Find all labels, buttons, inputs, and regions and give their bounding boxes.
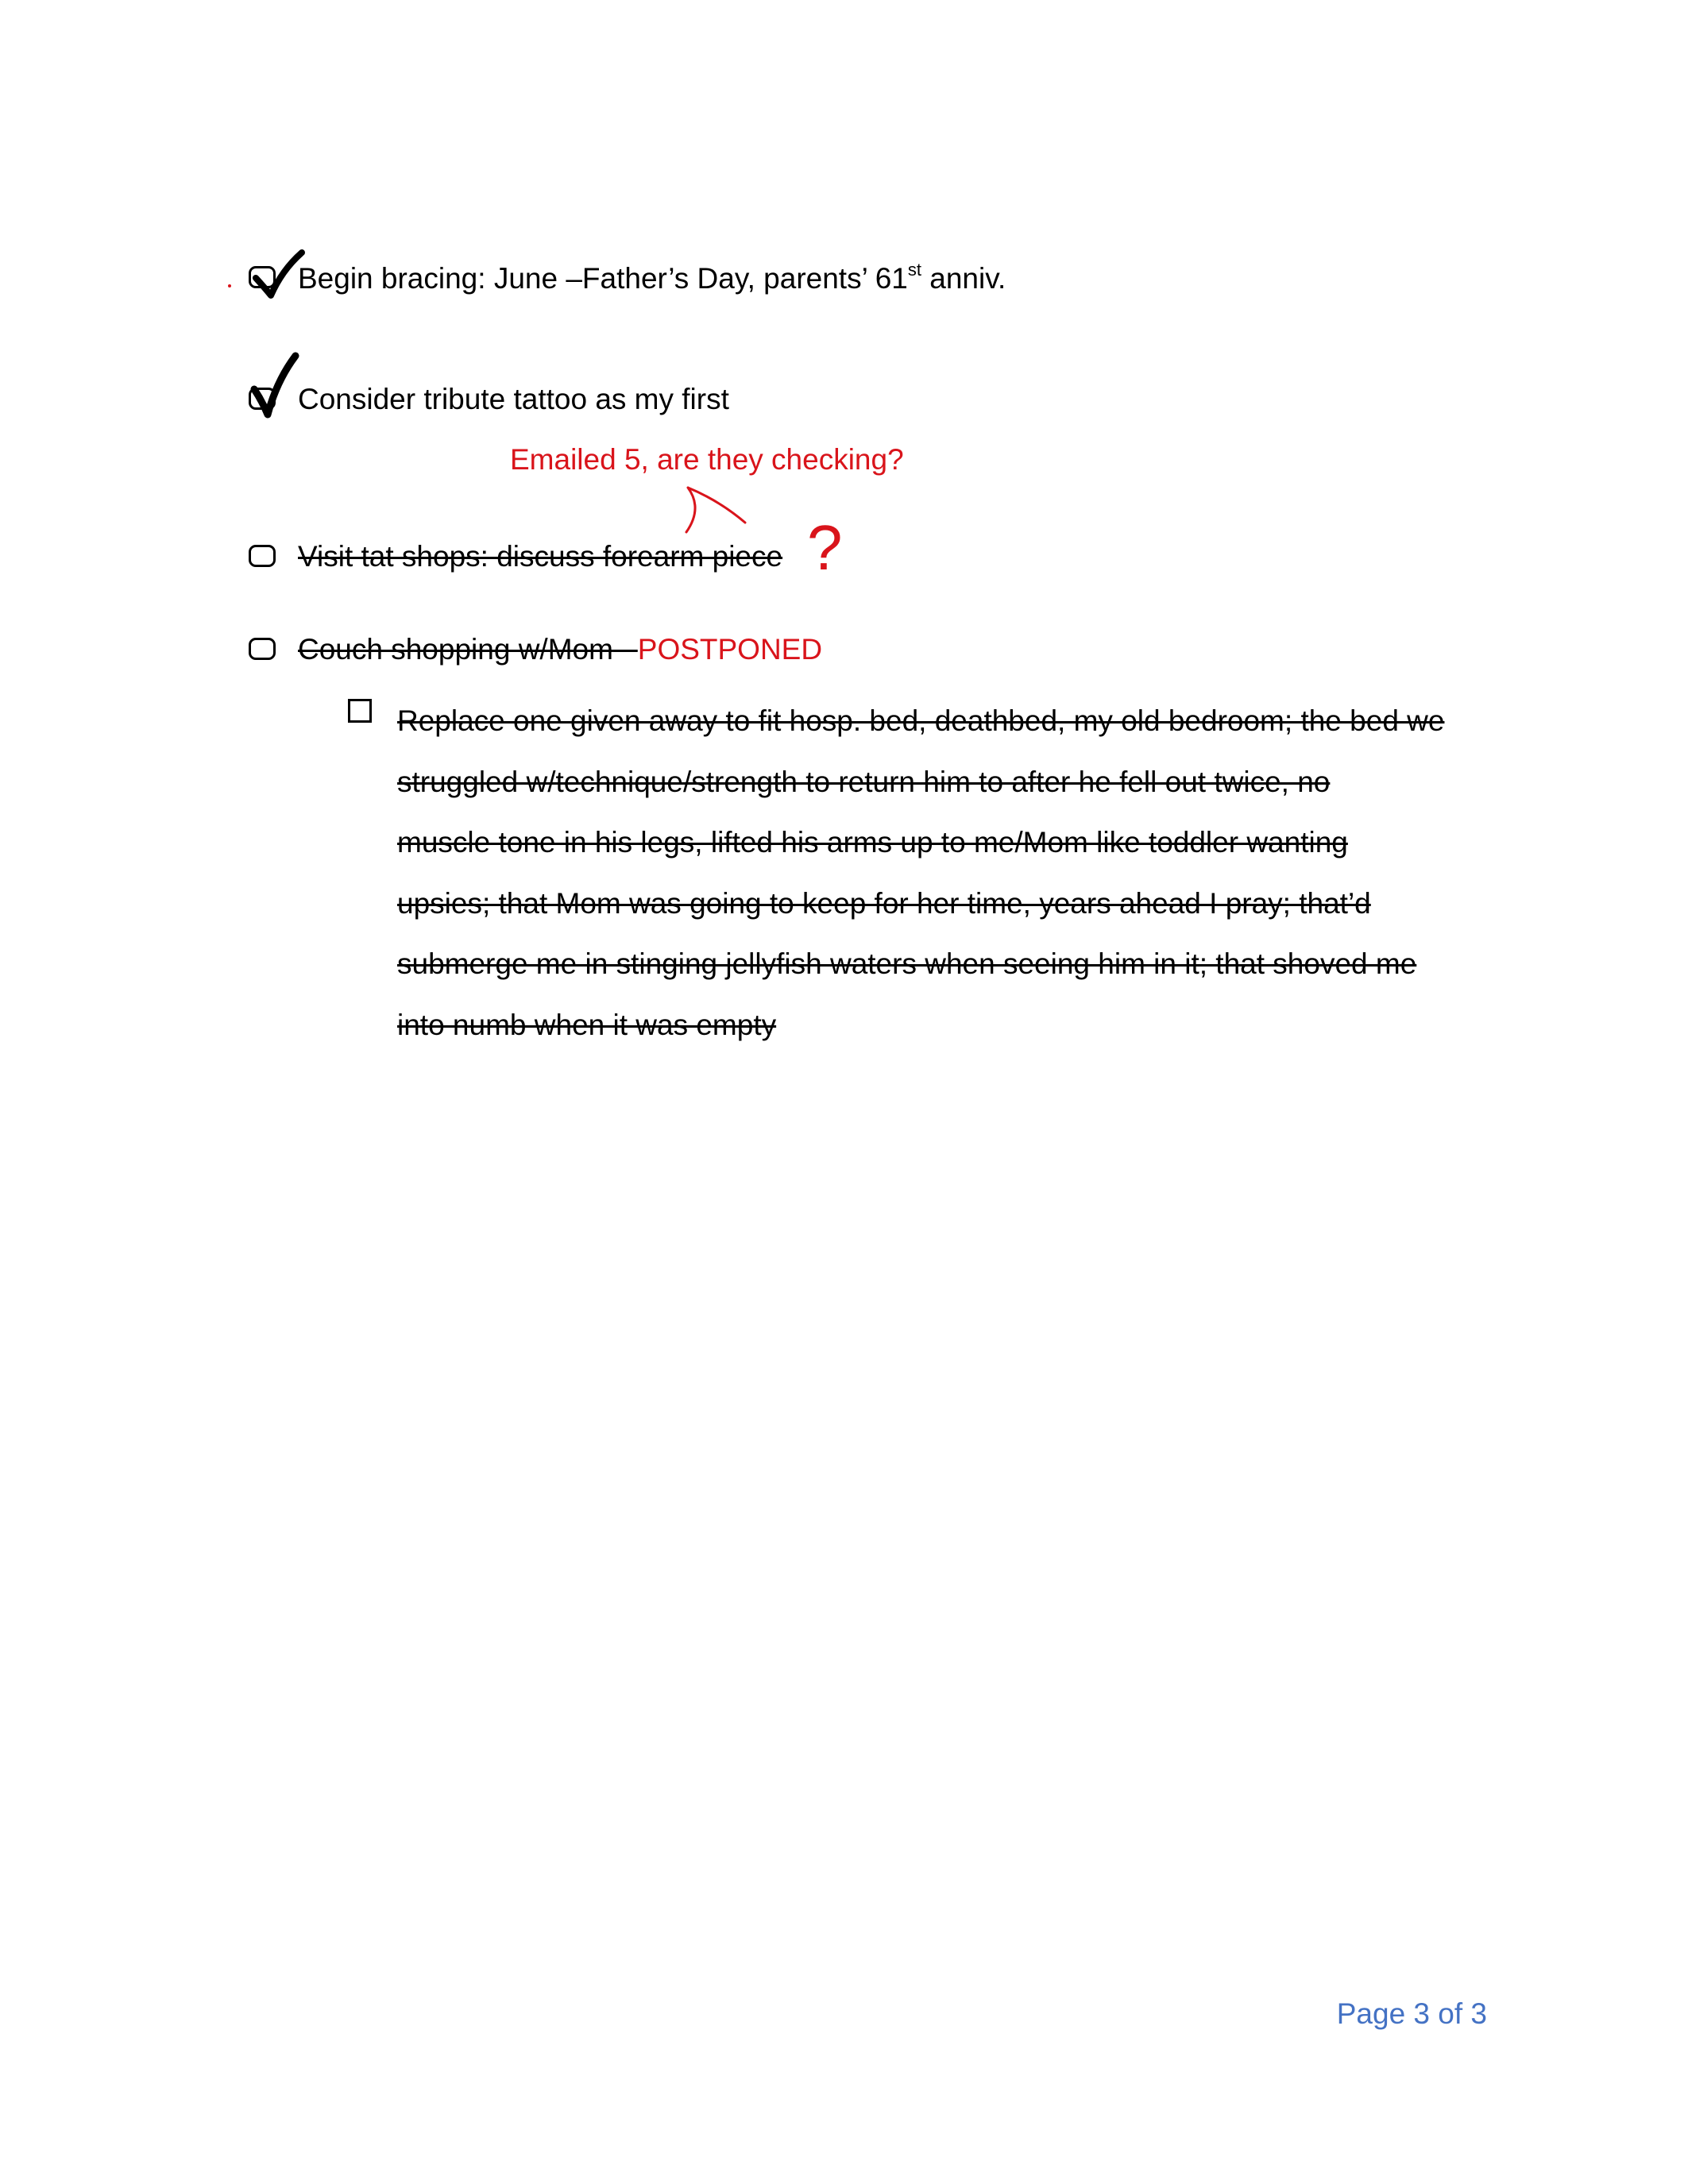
checkbox-couch-shopping[interactable] bbox=[249, 638, 276, 660]
page-number: Page 3 of 3 bbox=[1336, 1997, 1487, 2030]
item-visit-tat-shops-text: Visit tat shops: discuss forearm piece bbox=[298, 540, 783, 573]
item-begin-bracing-text bbox=[298, 262, 1006, 295]
subitem-line: submerge me in stinging jellyfish waters when seeing him in it; that shoved me bbox=[397, 947, 1417, 980]
subitem-line: upsies; that Mom was going to keep for her time, years ahead I pray; that’d bbox=[397, 886, 1371, 920]
red-dot-mark bbox=[228, 284, 231, 287]
item-tribute-tattoo-text: Consider tribute tattoo as my first bbox=[298, 383, 729, 415]
handwritten-note-emailed bbox=[510, 442, 904, 477]
item-visit-tat-shops bbox=[298, 539, 782, 574]
note-text: Emailed 5, are they checking? bbox=[510, 443, 904, 476]
red-arrow-mark bbox=[686, 488, 745, 532]
subitem-line: muscle tone in his legs, lifted his arms up to me/Mom like toddler wanting bbox=[397, 826, 1348, 859]
subitem-line: Replace one given away to fit hosp. bed, deathbed, my old bedroom; the bed we bbox=[397, 704, 1445, 737]
checkbox-replace-couch[interactable] bbox=[348, 699, 372, 723]
item-couch-shopping bbox=[298, 632, 822, 667]
subitem-line: struggled w/technique/strength to return him to after he fell out twice, no bbox=[397, 765, 1331, 798]
item-begin-bracing-main: Begin bracing: June –Father’s Day, parents’ 61 bbox=[298, 262, 908, 295]
checkbox-visit-tat-shops[interactable] bbox=[249, 545, 276, 567]
item-begin-bracing bbox=[298, 261, 1006, 296]
subitem-replace-couch bbox=[397, 691, 1509, 1055]
item-couch-shopping-text: Couch shopping w/Mom bbox=[298, 633, 613, 666]
checkbox-begin-bracing[interactable] bbox=[249, 266, 276, 288]
ordinal-superscript: st bbox=[907, 260, 921, 280]
question-mark-annotation bbox=[807, 512, 843, 584]
subitem-line: into numb when it was empty bbox=[397, 1008, 777, 1041]
postponed-status: POSTPONED bbox=[637, 633, 823, 666]
item-begin-bracing-tail: anniv. bbox=[921, 262, 1006, 295]
item-tribute-tattoo bbox=[298, 382, 729, 417]
question-mark-text: ? bbox=[807, 512, 843, 583]
checkbox-tribute-tattoo[interactable] bbox=[249, 388, 276, 410]
strike-dash-spacer bbox=[613, 633, 638, 666]
